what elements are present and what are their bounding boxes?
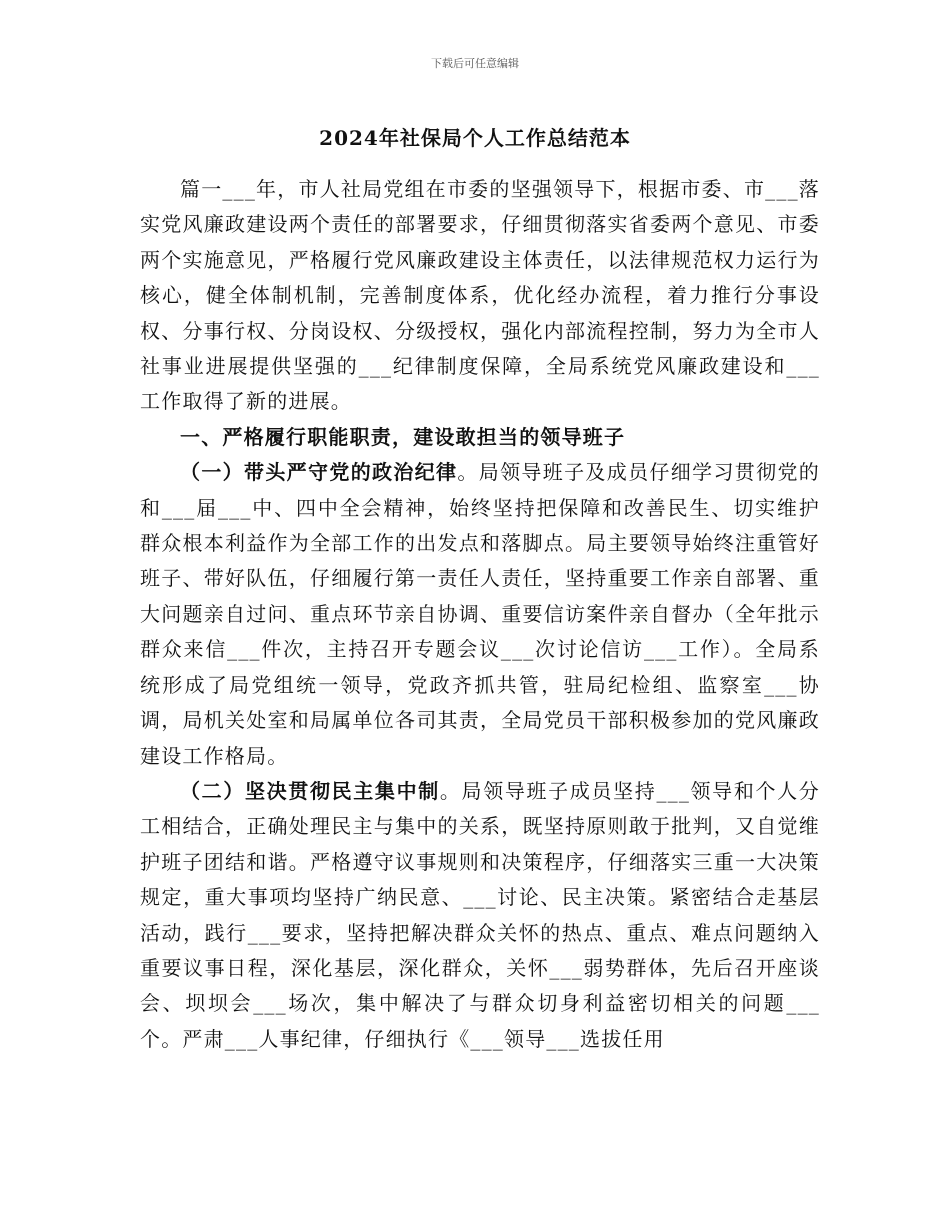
document-body xyxy=(140,172,820,1057)
intro-paragraph: 篇一___年，市人社局党组在市委的坚强领导下，根据市委、市___落实党风廉政建设两个责任的部署要求，仔细贯彻落实省委两个意见、市委两个实施意见，严格履行党风廉政建设主体责任，以法律规范权力运行为核心，健全体制机制，完善制度体系，优化经办流程，着力推行分事设权、分事行权、分岗设权、分级授权，强化内部流程控制，努力为全市人社事业进展提供坚强的___纪律制度保障，全局系统党风廉政建设和___工作取得了新的进展。 xyxy=(140,177,820,414)
subsection-1-title: （一）带头严守党的政治纪律 xyxy=(180,460,458,485)
subsection-2-title: （二）坚决贯彻民主集中制 xyxy=(180,778,440,803)
subsection-1-paragraph xyxy=(140,455,820,774)
subsection-2-paragraph xyxy=(140,774,820,1057)
subsection-1-body: 。局领导班子及成员仔细学习贯彻党的和___届___中、四中全会精神，始终坚持把保障和改善民生、切实维护群众根本利益作为全部工作的出发点和落脚点。局主要领导始终注重管好班子、带好队伍，仔细履行第一责任人责任，坚持重要工作亲自部署、重大问题亲自过问、重点环节亲自协调、重要信访案件亲自督办（全年批示群众来信___件次，主持召开专题会议___次讨论信访___工作）。全局系统形成了局党组统一领导，党政齐抓共管，驻局纪检组、监察室___协调，局机关处室和局属单位各司其责，全局党员干部积极参加的党风廉政建设工作格局。 xyxy=(140,460,820,768)
subsection-2-body: 。局领导班子成员坚持___领导和个人分工相结合，正确处理民主与集中的关系，既坚持原则敢于批判，又自觉维护班子团结和谐。严格遵守议事规则和决策程序，仔细落实三重一大决策规定，重大事项均坚持广纳民意、___讨论、民主决策。紧密结合走基层活动，践行___要求，坚持把解决群众关怀的热点、重点、难点问题纳入重要议事日程，深化基层，深化群众，关怀___弱势群体，先后召开座谈会、坝坝会___场次，集中解决了与群众切身利益密切相关的问题___个。严肃___人事纪律，仔细执行《___领导___选拔任用 xyxy=(140,778,820,1051)
document-title: 2024年社保局个人工作总结范本 xyxy=(319,126,631,150)
header-note: 下载后可任意编辑 xyxy=(431,57,519,70)
section-heading: 一、严格履行职能职责，建设敢担当的领导班子 xyxy=(180,424,626,449)
